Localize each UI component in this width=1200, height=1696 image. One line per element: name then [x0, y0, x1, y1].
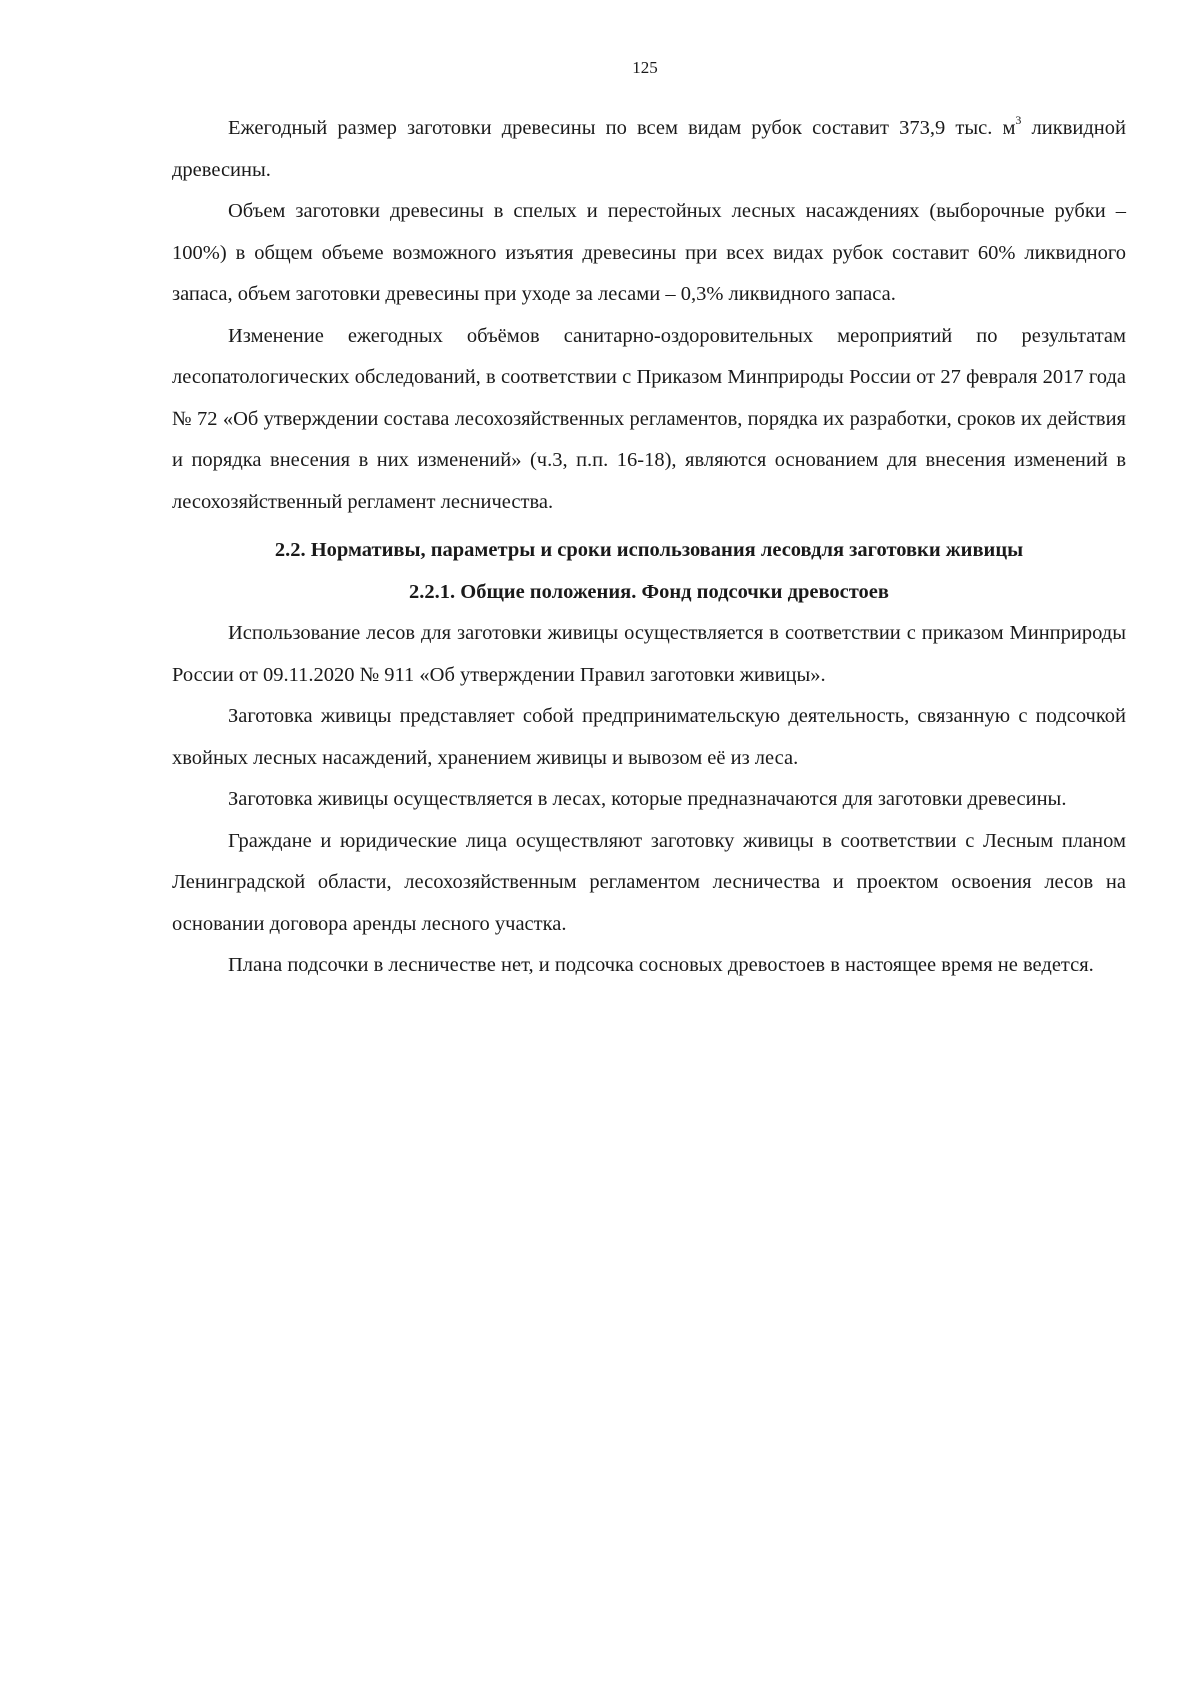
paragraph-resin-forests: Заготовка живицы осуществляется в лесах, которые предназначаются для заготовки древесины.	[228, 788, 1067, 810]
paragraph-resin-legal: Граждане и юридические лица осуществляют заготовку живицы в соответствии с Лесным планом Ленинградской области, лесохозяйственным регламентом лесничества и проектом освоения лесов на основании договора аренды лесного участка.	[172, 829, 1126, 935]
subsection-heading: 2.2.1. Общие положения. Фонд подсочки древостоев	[409, 580, 889, 603]
paragraph-sanitary-changes: Изменение ежегодных объёмов санитарно-оздоровительных мероприятий по результатам лесопатологических обследований, в соответствии с Приказом Минприроды России от 27 февраля 2017 года № 72 «Об утверждении состава лесохозяйственных регламентов, порядка их разработки, сроков их действия и порядка внесения в них изменений» (ч.3, п.п. 16-18), являются основанием для внесения изменений в лесохозяйственный регламент лесничества.	[172, 324, 1126, 513]
paragraph-harvest-share: Объем заготовки древесины в спелых и перестойных лесных насаждениях (выборочные рубки – 100%) в общем объеме возможного изъятия древесины при всех видах рубок составит 60% ликвидного запаса, объем заготовки древесины при уходе за лесами – 0,3% ликвидного запаса.	[172, 200, 1126, 305]
paragraph-harvest-volume	[172, 108, 1126, 191]
paragraph-resin-usage: Использование лесов для заготовки живицы осуществляется в соответствии с приказом Минприроды России от 09.11.2020 № 911 «Об утверждении Правил заготовки живицы».	[172, 622, 1126, 686]
superscript: 3	[1015, 113, 1022, 127]
paragraph-text: Ежегодный размер заготовки древесины по всем видам рубок составит 373,9 тыс. м	[228, 117, 1016, 139]
paragraph-tail: ликвидной древесины.	[172, 117, 1126, 181]
paragraph-resin-definition: Заготовка живицы представляет собой предпринимательскую деятельность, связанную с подсочкой хвойных лесных насаждений, хранением живицы и вывозом её из леса.	[172, 705, 1126, 769]
section-heading: 2.2. Нормативы, параметры и сроки использования лесовдля заготовки живицы	[274, 539, 1024, 561]
page-number: 125	[632, 58, 658, 77]
paragraph-resin-plan: Плана подсочки в лесничестве нет, и подсочка сосновых древостоев в настоящее время не ведется.	[228, 954, 1094, 976]
document-body	[172, 108, 1126, 987]
